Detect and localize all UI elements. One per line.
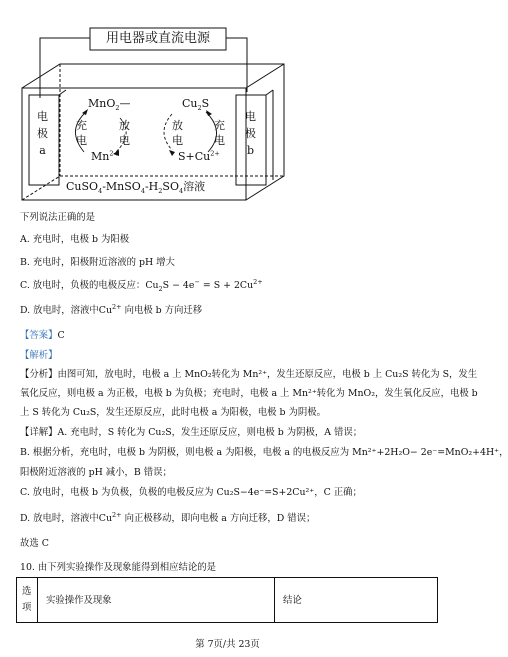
cu2s-species: $Cu_2S$ bbox=[182, 97, 210, 113]
right-discharge-arrow bbox=[164, 114, 172, 150]
answer-label: 【答案】 bbox=[20, 330, 58, 341]
answer-value: C bbox=[57, 330, 65, 341]
s-cu2-species: $S+Cu^{2+}$ bbox=[178, 149, 220, 163]
solution-label: $CuSO_4-MnSO_4-H_2SO_4$溶液 bbox=[66, 180, 206, 196]
option-c: C. 放电时，负极的电极反应：$Cu_2S - 4e^- = S + 2Cu^{2+}$ bbox=[20, 277, 263, 293]
left-discharge-label: 放 电 bbox=[119, 119, 130, 147]
option-d: D. 放电时，溶液中$Cu^{2+}$ 向电极 b 方向迁移 bbox=[20, 302, 203, 316]
right-charge-label: 充 电 bbox=[214, 119, 225, 147]
wire-left bbox=[40, 38, 62, 98]
detail-line-3: 阳极附近溶液的 pH 减小，B 错误； bbox=[20, 467, 172, 478]
power-source-label: 用电器或直流电源 bbox=[105, 31, 210, 46]
answer bbox=[20, 329, 65, 342]
analysis-line-3: 上 S 转化为 Cu₂S，发生还原反应，此时电极 a 为阳极，电极 b 为阴极。 bbox=[20, 407, 327, 418]
detail-line-1: 【详解】A. 充电时，S 转化为 Cu₂S，发生还原反应，则电极 b 为阴极，A 错误； bbox=[20, 427, 363, 438]
left-charge-label: 充 电 bbox=[76, 119, 87, 147]
wire-right bbox=[226, 38, 247, 92]
electrode-a-label: 电 极 a bbox=[37, 110, 48, 157]
mn2-species: $Mn^{2+}$ bbox=[91, 149, 119, 163]
question-10-stem: 10. 由下列实验操作及现象能得到相应结论的是 bbox=[20, 562, 217, 573]
table-header-operation: 实验操作及现象 bbox=[37, 577, 275, 623]
conclusion: 故选 C bbox=[20, 538, 49, 549]
analysis-label: 【解析】 bbox=[20, 350, 58, 361]
detail-line-5: D. 放电时，溶液中$Cu^{2+}$ 向正极移动，即向电极 a 方向迁移，D 错误； bbox=[20, 510, 316, 524]
analysis-line-1: 【分析】由图可知，放电时，电极 a 上 MnO₂转化为 Mn²⁺，发生还原反应，电极 b 上 Cu₂S 转化为 S，发生 bbox=[20, 369, 478, 380]
table-header-conclusion: 结论 bbox=[274, 577, 438, 623]
analysis-line-2: 氧化反应，则电极 a 为正极，电极 b 为负极；充电时，电极 a 上 Mn²⁺转化为 MnO₂，发生氧化反应，电极 b bbox=[20, 388, 478, 399]
right-discharge-label: 放 电 bbox=[172, 119, 183, 147]
table-header-option: 选 项 bbox=[16, 577, 38, 623]
mno2-species: MnO$_2$— bbox=[88, 97, 131, 113]
detail-line-4: C. 放电时，电极 b 为负极，负极的电极反应为 Cu₂S−4e⁻=S+2Cu²⁺，C 正确； bbox=[20, 487, 362, 498]
option-a: A. 充电时，电极 b 为阳极 bbox=[20, 234, 130, 245]
question-stem: 下列说法正确的是 bbox=[20, 212, 96, 223]
option-b: B. 充电时，阳极附近溶液的 pH 增大 bbox=[20, 257, 175, 268]
detail-line-2: B. 根据分析，充电时，电极 b 为阴极，则电极 a 为阳极，电极 a 的电极反应为 Mn²⁺+2H₂O− 2e⁻=MnO₂+4H⁺， bbox=[20, 447, 508, 458]
page-footer: 第 7页/共 23页 bbox=[195, 639, 260, 650]
electrode-b-label: 电 极 b bbox=[245, 110, 256, 157]
